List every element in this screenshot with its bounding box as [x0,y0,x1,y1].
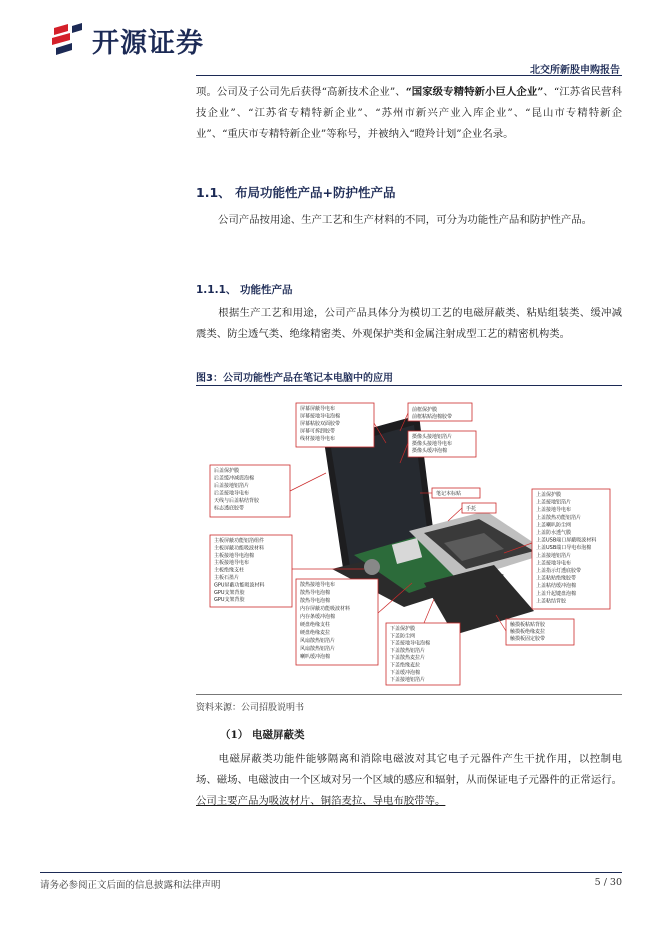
laptop-application-diagram [204,393,614,691]
callout-label-mainboard: 主板屏蔽功能铝箔组件 [214,538,265,544]
callout-label-antenna: 摄像头缓冲泡棉 [412,448,448,454]
callout-label-touchpad: 触摸板绝缘麦拉 [510,629,546,635]
intro-paragraph: 项。公司及子公司先后获得“高新技术企业”、“国家级专精特新小巨人企业”、“江苏省民营科技企业”、“江苏省专精特新企业”、“苏州市新兴产业入库企业”、“昆山市专精特新企业”、“重庆市专精特新企业”等称号，并被纳入“瞪羚计划”企业名录。 [196,86,623,140]
callout-label-bottom: 下盖接地铝箔片 [390,677,426,684]
footer-divider [40,872,622,873]
callout-label-camera: 前框保护膜 [412,407,438,413]
callout-label-back-cover: 后盖接地导电布 [214,490,250,497]
callout-label-top-cover: 上盖接地铝箔片 [536,552,572,559]
callout-label-screen-top: 屏幕粘胶双面胶带 [300,421,341,427]
callout-label-hinge: 手托 [466,506,477,512]
callout-label-top-cover: 上盖散热功能铝箔片 [536,514,582,521]
callout-label-mainboard: 主板屏蔽功能吸波材料 [214,545,265,552]
callout-label-bottom: 下盖散热麦拉片 [390,655,426,662]
callout-label-fan: 散热导电泡棉 [300,590,331,596]
callout-label-touchpad: 触摸板粘贴背胶 [510,622,546,628]
callout-label-fan: 风扇散热铝箔片 [300,646,336,652]
callout-label-fan: 内存条缓冲泡棉 [300,614,336,620]
callout-label-mainboard: GPU支架背胶 [214,597,245,604]
callout-label-back-cover: 后盖保护膜 [214,468,240,474]
company-logo [50,22,204,58]
callout-label-notebook-label: 笔记本标贴 [436,491,462,497]
callout-label-mainboard: GPU支架背胶 [214,589,245,596]
callout-label-mainboard: 主板石墨片 [214,575,240,581]
callout-label-fan: 硬盘绝缘麦拉 [300,630,331,636]
callout-label-mainboard: 主板接地导电布 [214,560,250,567]
callout-label-fan: 散热导电泡棉 [300,598,331,604]
callout-label-fan: 硬盘绝缘支柱 [300,622,331,628]
logo-mark-icon [50,22,84,58]
callout-label-top-cover: 上盖保护膜 [536,492,562,498]
report-type: 北交所新股申购报告 [530,65,620,76]
callout-label-fan: 内存屏蔽功能吸波材料 [300,606,351,612]
figure-bottom-rule [196,694,622,695]
callout-label-fan: 喇叭缓冲泡棉 [300,654,331,660]
section-1-1-1-paragraph: 根据生产工艺和用途，公司产品具体分为模切工艺的电磁屏蔽类、粘贴组装类、缓冲减震类、防尘透气类、绝缘精密类、外观保护类和金属注射成型工艺的精密机构类。 [196,307,622,340]
subsection-heading-em: （1） 电磁屏蔽类 [220,729,305,741]
callout-label-mainboard: 主板接地导电泡棉 [214,552,255,559]
callout-label-mainboard: 主板绝缘支柱 [214,567,245,574]
callout-label-top-cover: 上盖粘贴绝缘胶带 [536,575,577,582]
subsection-em-paragraph: 电磁屏蔽类功能件能够隔离和消除电磁波对其它电子元器件产生干扰作用，以控制电场、磁场、电磁波由一个区域对另一个区域的感应和辐射，从而保证电子元器件的正常运行。公司主要产品为吸波材片、铜箔麦拉、导电布胶带等。 [196,753,623,807]
callout-label-top-cover: 上盖USB端口导电布泡棉 [536,545,592,552]
callout-label-top-cover: 上盖接地铝箔片 [536,499,572,506]
callout-label-fan: 散热接地导电布 [300,582,336,588]
callout-label-screen-top: 屏幕可拆卸胶带 [300,428,336,435]
callout-label-bottom: 下盖防尘网 [390,633,416,640]
callout-label-back-cover: 后盖缓冲减震泡棉 [214,475,255,482]
callout-label-antenna: 摄像头接地铝箔片 [412,434,453,440]
callout-label-screen-top: 屏幕屏蔽导电布 [300,406,336,412]
callout-label-top-cover: 上盖粘结背胶 [536,598,567,605]
callout-label-touchpad: 触摸板固定胶带 [510,636,546,642]
company-name: 开源证券 [92,27,204,59]
section-heading-1-1-1: 1.1.1、 功能性产品 [196,284,293,296]
callout-label-mainboard: GPU屏蔽功能吸波材料 [214,582,265,589]
callout-label-top-cover: 上盖粘结缓冲泡棉 [536,583,577,590]
callout-label-antenna: 摄像头接地导电布 [412,441,453,447]
section-1-1-paragraph: 公司产品按用途、生产工艺和生产材料的不同，可分为功能性产品和防护性产品。 [218,214,593,226]
callout-label-back-cover: 标志透底胶带 [214,505,245,512]
page-number: 5 / 30 [594,877,622,888]
callout-label-back-cover: 后盖接地铝箔片 [214,483,250,489]
callout-label-camera: 前框粘贴泡棉胶带 [412,414,453,420]
callout-label-bottom: 下盖绝缘麦拉 [390,662,421,669]
figure-top-rule [196,385,622,386]
callout-label-top-cover: 上盖升起键盘泡棉 [536,590,577,597]
callout-label-top-cover: 上盖接地导电布 [536,507,572,514]
header-divider [196,75,622,76]
callout-label-bottom: 下盖散热铝箔片 [390,647,426,654]
callout-label-screen-top: 屏幕接地导电泡棉 [300,413,341,420]
callout-label-bottom: 下盖缓冲泡棉 [390,669,421,676]
figure-source: 资料来源：公司招股说明书 [196,703,305,713]
callout-label-top-cover: 上盖指示灯透底胶带 [536,568,582,574]
callout-label-bottom: 下盖接地导电泡棉 [390,640,431,647]
figure-caption: 图3：公司功能性产品在笔记本电脑中的应用 [196,373,393,384]
callout-label-bottom: 下盖保护膜 [390,626,416,632]
callout-label-screen-top: 线材接地导电布 [300,436,336,442]
callout-label-top-cover: 上盖USB端口屏蔽吸波材料 [536,537,597,544]
underlined-products: 公司主要产品为吸波材片、铜箔麦拉、导电布胶带等。 [196,795,446,807]
footer-disclaimer: 请务必参阅正文后面的信息披露和法律声明 [40,880,221,891]
callout-label-top-cover: 上盖喇叭防尘网 [536,522,572,529]
callout-label-top-cover: 上盖防水透气膜 [536,530,572,536]
section-heading-1-1: 1.1、 布局功能性产品+防护性产品 [196,185,396,200]
callout-label-back-cover: 天线与后盖粘结背胶 [214,498,260,504]
callout-label-fan: 风扇散热铝箔片 [300,638,336,644]
callout-label-top-cover: 上盖接地导电布 [536,560,572,567]
